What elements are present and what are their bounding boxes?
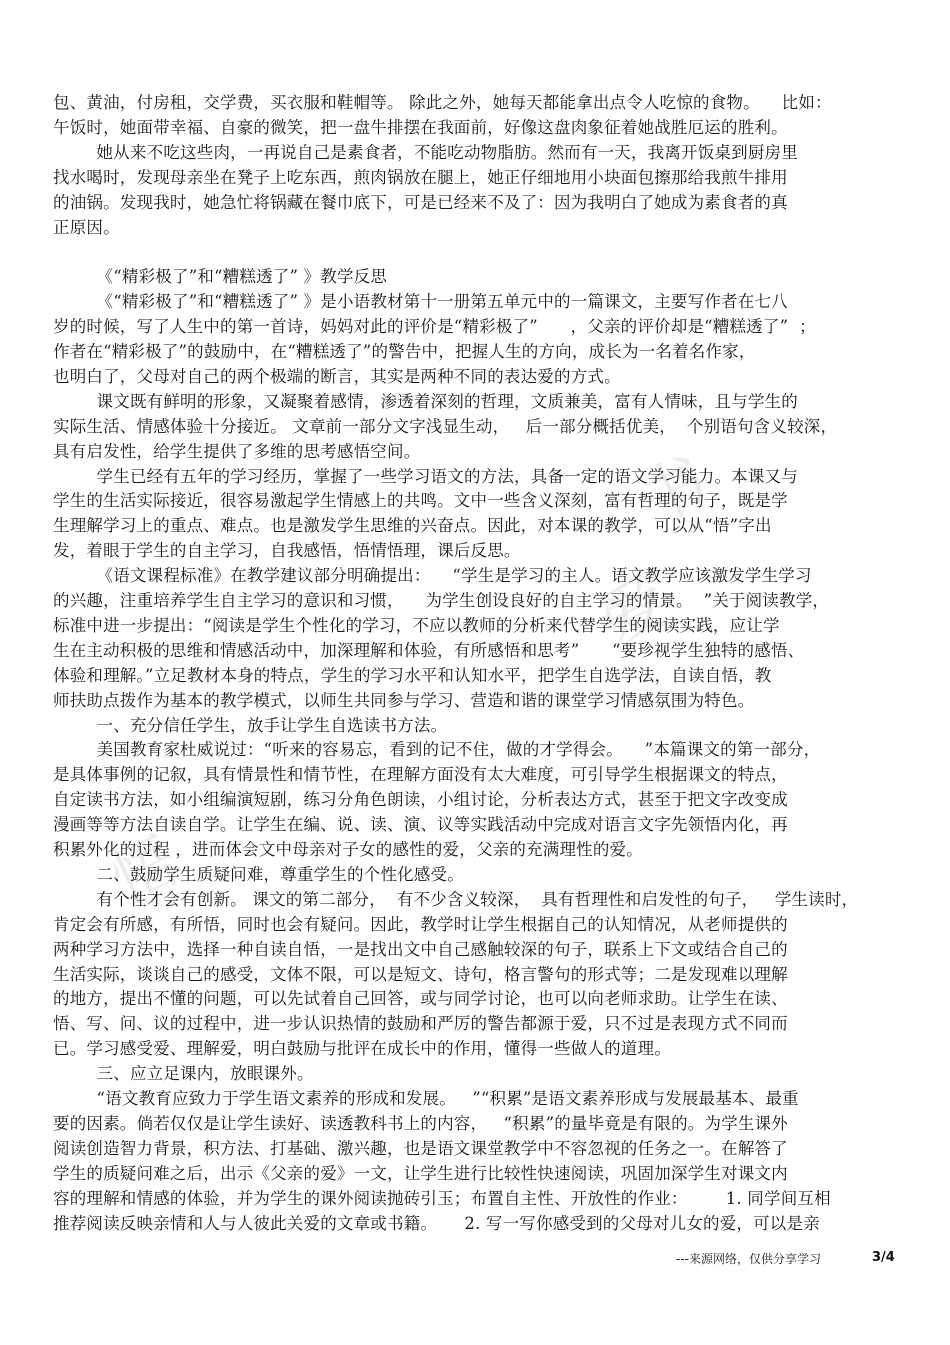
text-line: 标准中进一步提出：“阅读是学生个性化的学习，不应以教师的分析来代替学生的阅读实践，应让学 — [53, 615, 780, 635]
text-line: 正原因。 — [53, 217, 120, 237]
text-line: 悟、写、问、议的过程中，进一步认识热情的鼓励和严厉的警告都源于爱，只不过是表现方式不同而 — [53, 1014, 788, 1034]
text-line: 岁的时候，写了人生中的第一首诗，妈妈对此的评价是“精彩极了” ，父亲的评价却是“糟糕透了” ； — [53, 317, 816, 337]
text-line: 肯定会有所感，有所悟，同时也会有疑问。因此，教学时让学生根据自己的认知情况，从老师提供的 — [53, 914, 788, 934]
text-line: 实际生活、情感体验十分接近。 文章前一部分文字浅显生动， 后一部分概括优美， 个别语句含义较深， — [53, 416, 838, 436]
text-line: 容的理解和情感的体验，并为学生的课外阅读抛砖引玉；布置自主性、开放性的作业： 1. 同学间互相 — [53, 1188, 831, 1208]
text-line: 学生已经有五年的学习经历，掌握了一些学习语文的方法，具备一定的语文学习能力。本课又与 — [53, 466, 798, 486]
watermark: 书 — [629, 444, 720, 539]
page-number: 3/4 — [872, 1250, 895, 1265]
footer-source-note: ---来源网络，仅供分享学习 — [676, 1252, 821, 1266]
text-line: 两种学习方法中，选择一种自读自悟，一是找出文中自己感触较深的句子，联系上下文或结合自己的 — [53, 939, 788, 959]
text-line: 三、应立足课内，放眼课外。 — [53, 1064, 314, 1084]
text-line: 包、黄油，付房租，交学费，买衣服和鞋帽等。 除此之外，她每天都能拿出点令人吃惊的食物。 比如： — [53, 93, 832, 112]
text-line: 《“精彩极了”和“糟糕透了” 》教学反思 — [53, 267, 388, 287]
text-line: 二、鼓励学生质疑问难，尊重学生的个性化感受。 — [53, 864, 464, 884]
text-line: 生在主动积极的思维和情感活动中，加深理解和体验，有所感悟和思考” “要珍视学生独特的感悟、 — [53, 640, 805, 660]
text-line: 生理解学习上的重点、难点。也是激发学生思维的兴奋点。因此，对本课的教学，可以从“悟”字出 — [53, 516, 772, 536]
text-line: 师扶助点拨作为基本的教学模式，以师生共同参与学习、营造和谐的课堂学习情感氛围为特色。 — [53, 690, 755, 710]
text-line: 她从来不吃这些肉，一再说自己是素食者，不能吃动物脂肪。然而有一天，我离开饭桌到厨房里 — [53, 142, 798, 162]
text-line: 找水喝时，发现母亲坐在凳子上吃东西，煎肉锅放在腿上，她正仔细地用小块面包擦那给我煎牛排用 — [53, 167, 788, 187]
watermark: 悟 — [99, 824, 190, 919]
text-line: 学生的生活实际接近，很容易激起学生情感上的共鸣。文中一些含义深刻，富有哲理的句子，既是学 — [53, 491, 788, 511]
text-line: 要的因素。倘若仅仅是让学生读好、读透教科书上的内容， “积累”的量毕竟是有限的。为学生课外 — [53, 1113, 789, 1133]
text-line: 生活实际，谈谈自己的感受，文体不限，可以是短文、诗句，格言警句的形式等；二是发现难以理解 — [53, 964, 788, 984]
text-line: 的油锅。发现我时，她急忙将锅藏在餐巾底下，可是已经来不及了：因为我明白了她成为素食者的真 — [53, 192, 788, 212]
text-line: 课文既有鲜明的形象，又凝聚着感情，渗透着深刻的哲理，文质兼美，富有人情味，且与学生的 — [53, 391, 798, 411]
text-line: 发，着眼于学生的自主学习，自我感悟，悟情悟理，课后反思。 — [53, 541, 521, 561]
text-line: 自定读书方法，如小组编演短剧，练习分角色朗读，小组讨论，分析表达方式，甚至于把文字改变成 — [53, 790, 788, 810]
text-line: 的兴趣，注重培养学生自主学习的意识和习惯， 为学生创设良好的自主学习的情景。 ”关于阅读教学， — [53, 591, 830, 610]
text-line: 有个性才会有创新。 课文的第二部分， 有不少含义较深， 具有哲理性和启发性的句子， 学生读时， — [53, 889, 859, 909]
text-line: 积累外化的过程 ，进而体会文中母亲对子女的感性的爱，父亲的充满理性的爱。 — [53, 840, 643, 859]
text-line: 具有启发性，给学生提供了多维的思考感悟空间。 — [53, 441, 421, 461]
text-line: 也明白了，父母对自己的两个极端的断言，其实是两种不同的表达爱的方式。 — [53, 366, 621, 386]
text-line: “语文教育应致力于学生语文素养的形成和发展。 ”“积累”是语文素养形成与发展最基本、最重 — [53, 1089, 799, 1108]
text-line: 作者在“精彩极了”的鼓励中，在“糟糕透了”的警告中，把握人生的方向，成长为一名着名作家， — [53, 342, 756, 361]
text-line: 漫画等等方法自读自学。让学生在编、说、读、演、议等实践活动中完成对语言文字先领悟内化，再 — [53, 815, 788, 835]
watermark: 爱 — [589, 564, 680, 659]
text-line: 体验和理解。”立足教材本身的特点，学生的学习水平和认知水平，把学生自选学法，自读自悟，教 — [53, 665, 772, 685]
text-line: 推荐阅读反映亲情和人与人彼此关爱的文章或书籍。 2. 写一写你感受到的父母对儿女的爱，可以是亲 — [53, 1213, 820, 1233]
text-line: 美国教育家杜威说过：“听来的容易忘，看到的记不住，做的才学得会。 ”本篇课文的第一部分， — [53, 740, 821, 760]
text-line: 是具体事例的记叙，具有情景性和情节性，在理解方面没有太大难度，可引导学生根据课文的特点， — [53, 765, 788, 785]
text-line: 《“精彩极了”和“糟糕透了” 》是小语教材第十一册第五单元中的一篇课文，主要写作者在七八 — [53, 292, 788, 312]
text-line: 午饭时，她面带幸福、自豪的微笑，把一盘牛排摆在我面前，好像这盘肉象征着她战胜厄运的胜利。 — [53, 117, 788, 137]
text-line: 《语文课程标准》在教学建议部分明确提出： “学生是学习的主人。语文教学应该激发学生学习 — [53, 566, 812, 586]
text-line: 一、充分信任学生，放手让学生自选读书方法。 — [53, 715, 448, 735]
text-line: 已。学习感受爱、理解爱，明白鼓励与批评在成长中的作用，懂得一些做人的道理。 — [53, 1039, 671, 1059]
text-line: 的地方，提出不懂的问题，可以先试着自己回答，或与同学讨论，也可以向老师求助。让学生在读、 — [53, 989, 788, 1009]
text-line: 阅读创造智力背景，积方法、打基础、激兴趣，也是语文课堂教学中不容忽视的任务之一。在解答了 — [53, 1138, 788, 1158]
text-line: 学生的质疑问难之后，出示《父亲的爱》一文，让学生进行比较性快速阅读，巩固加深学生对课文内 — [53, 1163, 788, 1183]
